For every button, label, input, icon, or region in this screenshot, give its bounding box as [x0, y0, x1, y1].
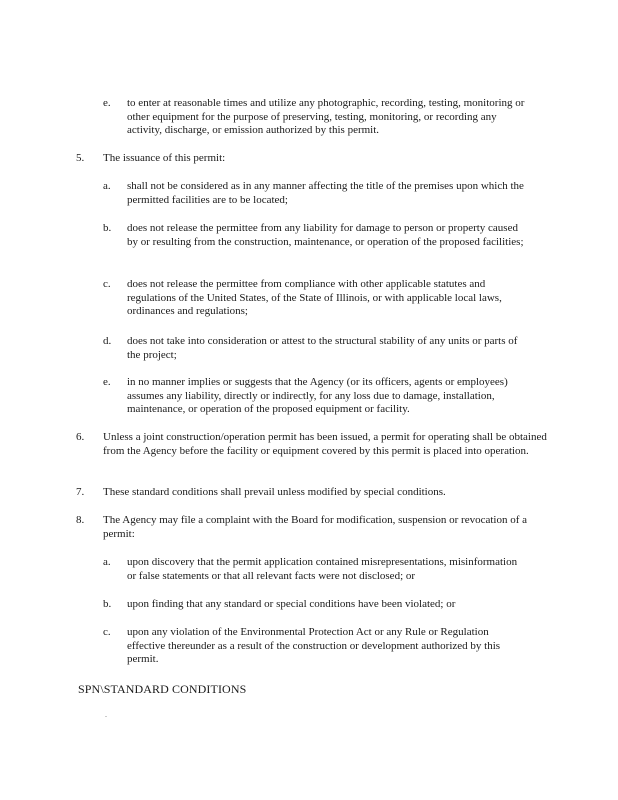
- item-text: upon discovery that the permit application contained misrepresentations, misinformation or false statements or that all relevant facts were not disclosed; or: [127, 556, 518, 582]
- item-text: The issuance of this permit:: [103, 152, 226, 164]
- item-marker: 5.: [76, 152, 85, 164]
- item-text: The Agency may file a complaint with the Board for modification, suspension or revocation of a permit:: [103, 514, 527, 540]
- item-text: does not release the permittee from compliance with other applicable statutes and regulations of the United States, of the State of Illinois, or with applicable local laws, ordinances and regulations;: [127, 278, 502, 318]
- item-text: does not release the permittee from any liability for damage to person or property caused by or resulting from the construction, maintenance, or operation of the proposed facilities;: [127, 222, 524, 248]
- item-marker: 7.: [76, 486, 85, 498]
- item-marker: c.: [103, 278, 111, 290]
- stray-mark: .: [105, 710, 107, 719]
- item-text: does not take into consideration or attest to the structural stability of any units or parts of the project;: [127, 335, 518, 361]
- item-text: Unless a joint construction/operation permit has been issued, a permit for operating shall be obtained from the Agency before the facility or equipment covered by this permit is placed into operation.: [103, 431, 547, 457]
- item-marker: e.: [103, 97, 111, 109]
- item-marker: d.: [103, 335, 112, 347]
- item-text: shall not be considered as in any manner affecting the title of the premises upon which the permitted facilities are to be located;: [127, 180, 524, 206]
- document-footer: SPN\STANDARD CONDITIONS: [78, 682, 247, 696]
- item-marker: c.: [103, 626, 111, 638]
- item-marker: 6.: [76, 431, 85, 443]
- item-text: in no manner implies or suggests that the Agency (or its officers, agents or employees) assumes any liability, directly or indirectly, for any loss due to damage, installation, maintenance, or operation of the proposed equipment or facility.: [127, 376, 508, 416]
- item-marker: a.: [103, 180, 111, 192]
- item-text: These standard conditions shall prevail unless modified by special conditions.: [103, 486, 446, 498]
- item-text: upon any violation of the Environmental Protection Act or any Rule or Regulation effective thereunder as a result of the construction or development authorized by this permit.: [127, 626, 501, 666]
- item-marker: b.: [103, 222, 112, 234]
- item-marker: 8.: [76, 514, 85, 526]
- item-marker: b.: [103, 598, 112, 610]
- item-text: upon finding that any standard or special conditions have been violated; or: [127, 598, 456, 610]
- item-marker: e.: [103, 376, 111, 388]
- item-text: to enter at reasonable times and utilize any photographic, recording, testing, monitoring or other equipment for the purpose of preserving, testing, monitoring, or recording any activity, discharge, or emission authorized by this permit.: [127, 97, 525, 137]
- item-marker: a.: [103, 556, 111, 568]
